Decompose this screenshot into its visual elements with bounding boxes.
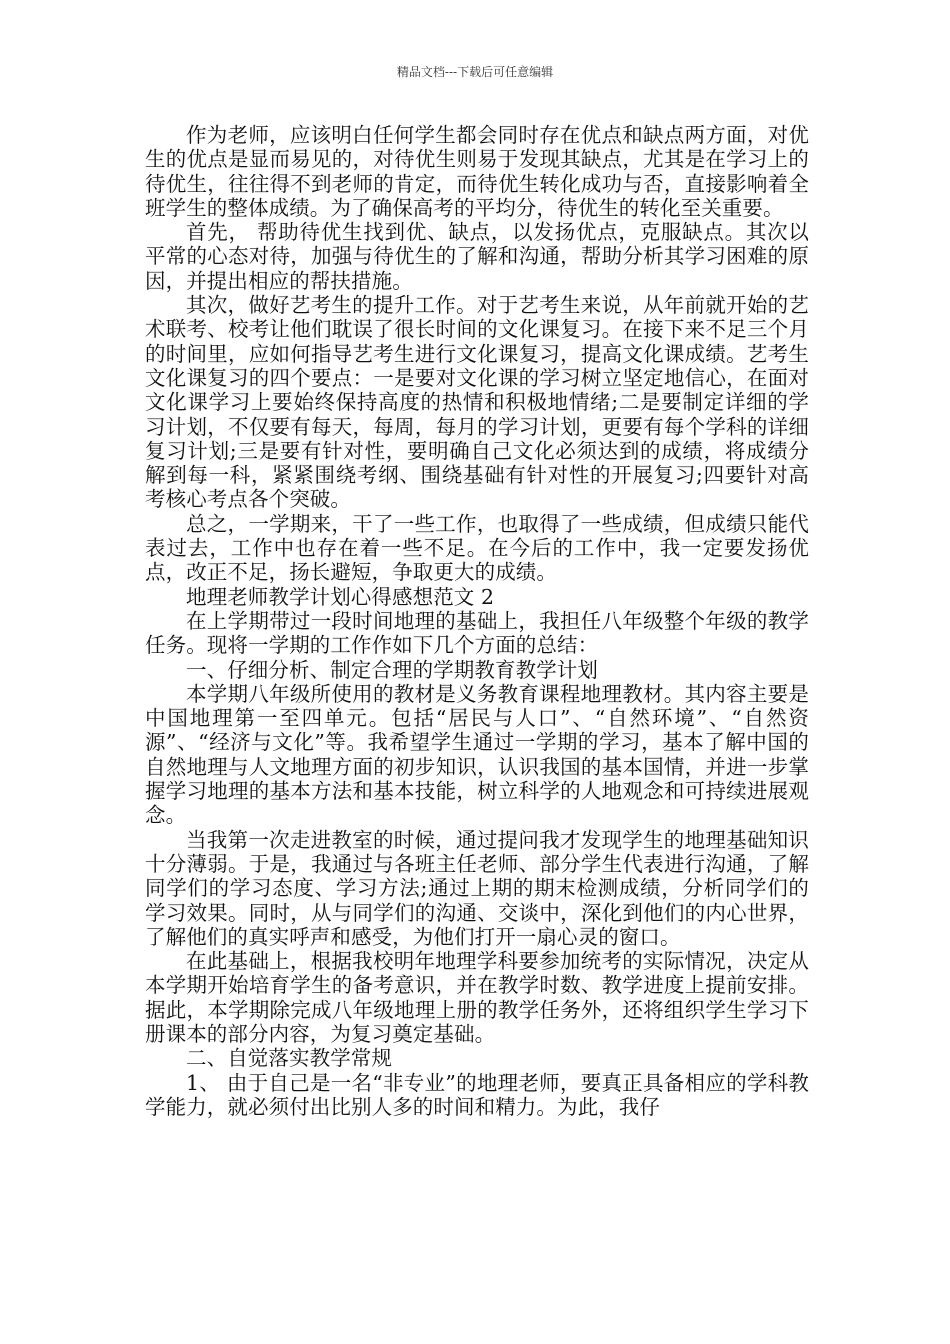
paragraph-9: 1、 由于自己是一名“非专业”的地理老师，要真正具备相应的学科教学能力，就必须付出比别人多的时间和精力。为此，我仔: [145, 1070, 809, 1119]
document-body: [145, 123, 809, 1119]
paragraph-3: 其次，做好艺考生的提升工作。对于艺考生来说，从年前就开始的艺术联考、校考让他们耽误了很长时间的文化课复习。在接下来不足三个月的时间里，应如何指导艺考生进行文化课复习，提高文化课成绩。艺考生文化课复习的四个要点：一是要对文化课的学习树立坚定地信心，在面对文化课学习上要始终保持高度的热情和积极地情绪;二是要制定详细的学习计划，不仅要有每天，每周，每月的学习计划，更要有每个学科的详细复习计划;三是要有针对性，要明确自己文化必须达到的成绩，将成绩分解到每一科，紧紧围绕考纲、围绕基础有针对性的开展复习;四要针对高考核心考点各个突破。: [145, 293, 809, 512]
paragraph-4: 总之，一学期来，干了一些工作，也取得了一些成绩，但成绩只能代表过去，工作中也存在着一些不足。在今后的工作中，我一定要发扬优点，改正不足，扬长避短，争取更大的成绩。: [145, 511, 809, 585]
paragraph-6: 本学期八年级所使用的教材是义务教育课程地理教材。其内容主要是中国地理第一至四单元。包括“居民与人口”、“自然环境”、“自然资源”、“经济与文化”等。我希望学生通过一学期的学习，基本了解中国的自然地理与人文地理方面的初步知识，认识我国的基本国情，并进一步掌握学习地理的基本方法和基本技能，树立科学的人地观念和可持续进展观念。: [145, 681, 809, 828]
page-header: 精品文档---下载后可任意编辑: [396, 65, 554, 79]
paragraph-2: 首先， 帮助待优生找到优、缺点，以发扬优点，克服缺点。其次以平常的心态对待，加强与待优生的了解和沟通，帮助分析其学习困难的原因，并提出相应的帮扶措施。: [145, 220, 809, 293]
section-title: 地理老师教学计划心得感想范文 2: [186, 584, 495, 609]
paragraph-7: 当我第一次走进教室的时候，通过提问我才发现学生的地理基础知识十分薄弱。于是，我通过与各班主任老师、部分学生代表进行沟通，了解同学们的学习态度、学习方法;通过上期的期末检测成绩，分析同学们的学习效果。同时，从与同学们的沟通、交谈中，深化到他们的内心世界，了解他们的真实呼声和感受，为他们打开一扇心灵的窗口。: [145, 827, 809, 949]
paragraph-5: 在上学期带过一段时间地理的基础上，我担任八年级整个年级的教学任务。现将一学期的工作作如下几个方面的总结：: [145, 608, 809, 658]
paragraph-8: 在此基础上，根据我校明年地理学科要参加统考的实际情况，决定从本学期开始培育学生的备考意识，并在教学时数、教学进度上提前安排。据此，本学期除完成八年级地理上册的教学任务外，还将组织学生学习下册课本的部分内容，为复习奠定基础。: [145, 949, 809, 1046]
paragraph-1: 作为老师，应该明白任何学生都会同时存在优点和缺点两方面，对优生的优点是显而易见的，对待优生则易于发现其缺点，尤其是在学习上的待优生，往往得不到老师的肯定，而待优生转化成功与否，直接影响着全班学生的整体成绩。为了确保高考的平均分，待优生的转化至关重要。: [145, 123, 809, 220]
subheading-1: 一、仔细分析、制定合理的学期教育教学计划: [186, 657, 598, 682]
subheading-2: 二、自觉落实教学常规: [186, 1046, 392, 1071]
